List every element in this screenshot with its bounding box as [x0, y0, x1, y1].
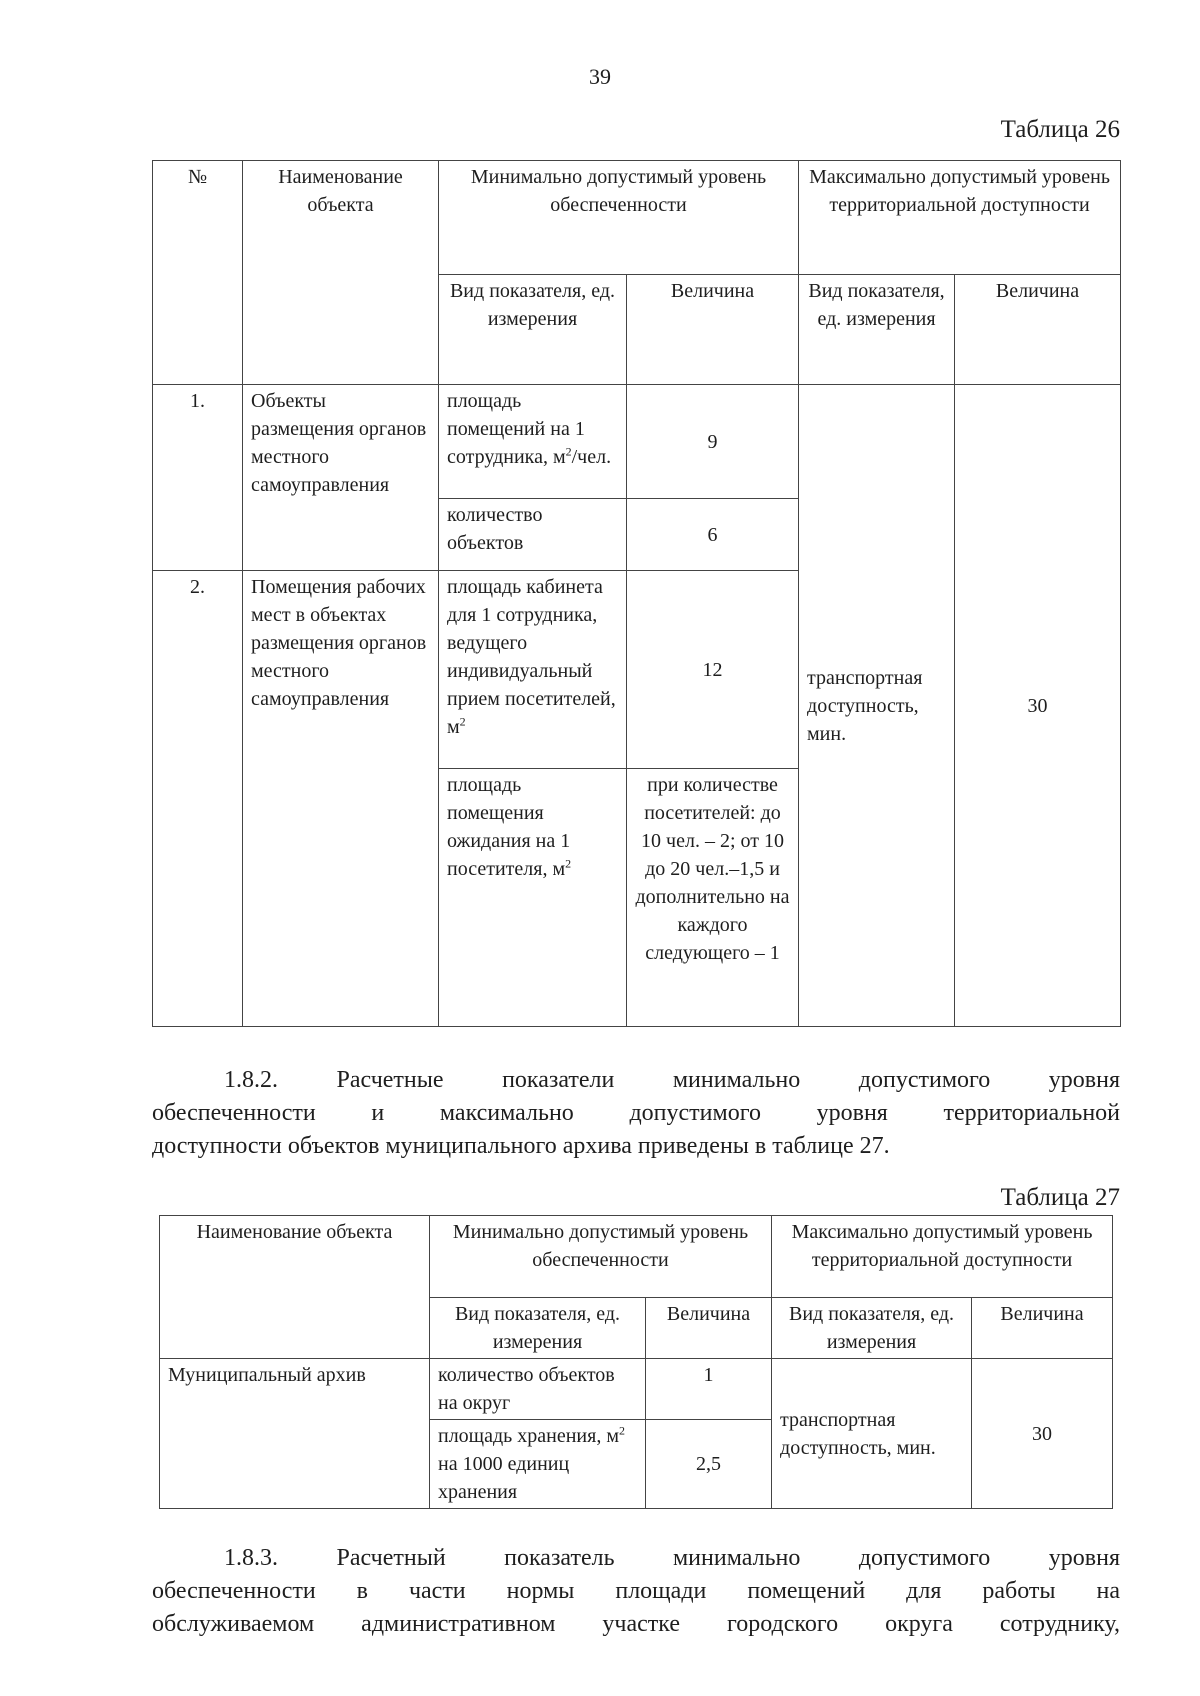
paragraph-1-8-2 [152, 1064, 1120, 1163]
header-max-level: Максимально допустимый уровень территориальной доступности [799, 161, 1121, 275]
header-min-level: Минимально допустимый уровень обеспеченности [430, 1216, 772, 1298]
object-name: Муниципальный архив [160, 1359, 430, 1509]
indicator-value: 2,5 [646, 1420, 772, 1509]
header-max-indicator: Вид показателя, ед. измерения [772, 1298, 972, 1359]
table-26 [152, 160, 1121, 1027]
max-value: 30 [972, 1359, 1113, 1509]
paragraph-line: 1.8.3. Расчетный показатель минимально допустимого уровня [224, 1545, 1120, 1571]
row-number: 2. [153, 571, 243, 1027]
indicator-name: площадь кабинета для 1 сотрудника, ведущего индивидуальный прием посетителей, $м^2$ [439, 571, 627, 769]
header-num: № [153, 161, 243, 385]
indicator-value: 9 [627, 385, 799, 499]
paragraph-line: доступности объектов муниципального архива приведены в таблице 27. [152, 1133, 890, 1159]
header-object-name: Наименование объекта [243, 161, 439, 385]
object-name: Объекты размещения органов местного самоуправления [243, 385, 439, 571]
indicator-name: площадь помещений на 1 сотрудника, $м^2$/чел. [439, 385, 627, 499]
header-object-name: Наименование объекта [160, 1216, 430, 1359]
header-indicator: Вид показателя, ед. измерения [430, 1298, 646, 1359]
indicator-value: 6 [627, 499, 799, 571]
indicator-name: площадь хранения, $м^2$ на 1000 единиц хранения [430, 1420, 646, 1509]
table-27-caption: Таблица 27 [1000, 1184, 1120, 1211]
header-value: Величина [627, 275, 799, 385]
paragraph-line: обслуживаемом административном участке городского округа сотруднику, [152, 1611, 1120, 1637]
table-27-header-row [160, 1216, 1113, 1298]
header-max-value: Величина [972, 1298, 1113, 1359]
page-number: 39 [589, 64, 611, 89]
row-number: 1. [153, 385, 243, 571]
header-value: Величина [646, 1298, 772, 1359]
header-indicator: Вид показателя, ед. измерения [439, 275, 627, 385]
header-min-level: Минимально допустимый уровень обеспеченности [439, 161, 799, 275]
paragraph-line: обеспеченности и максимально допустимого уровня территориальной [152, 1100, 1120, 1126]
paragraph-line: 1.8.2. Расчетные показатели минимально допустимого уровня [224, 1067, 1120, 1093]
table-26-header-row [153, 161, 1121, 275]
header-max-indicator: Вид показателя, ед. измерения [799, 275, 955, 385]
max-value: 30 [955, 385, 1121, 1027]
header-max-value: Величина [955, 275, 1121, 385]
table-row [153, 385, 1121, 499]
object-name: Помещения рабочих мест в объектах размещения органов местного самоуправления [243, 571, 439, 1027]
table-27 [159, 1215, 1113, 1509]
table-row [160, 1359, 1113, 1420]
indicator-value: при количестве посетителей: до 10 чел. – 2; от 10 до 20 чел.–1,5 и дополнительно на каждого следующего – 1 [627, 769, 799, 1027]
indicator-name: количество объектов на округ [430, 1359, 646, 1420]
indicator-name: площадь помещения ожидания на 1 посетителя, $м^2$ [439, 769, 627, 1027]
paragraph-1-8-3 [152, 1542, 1120, 1641]
table-26-caption: Таблица 26 [1000, 116, 1120, 143]
indicator-value: 12 [627, 571, 799, 769]
max-indicator: транспортная доступность, мин. [772, 1359, 972, 1509]
indicator-name: количество объектов [439, 499, 627, 571]
paragraph-line: обеспеченности в части нормы площади помещений для работы на [152, 1578, 1120, 1604]
max-indicator: транспортная доступность, мин. [799, 385, 955, 1027]
header-max-level: Максимально допустимый уровень территориальной доступности [772, 1216, 1113, 1298]
indicator-value: 1 [646, 1359, 772, 1420]
